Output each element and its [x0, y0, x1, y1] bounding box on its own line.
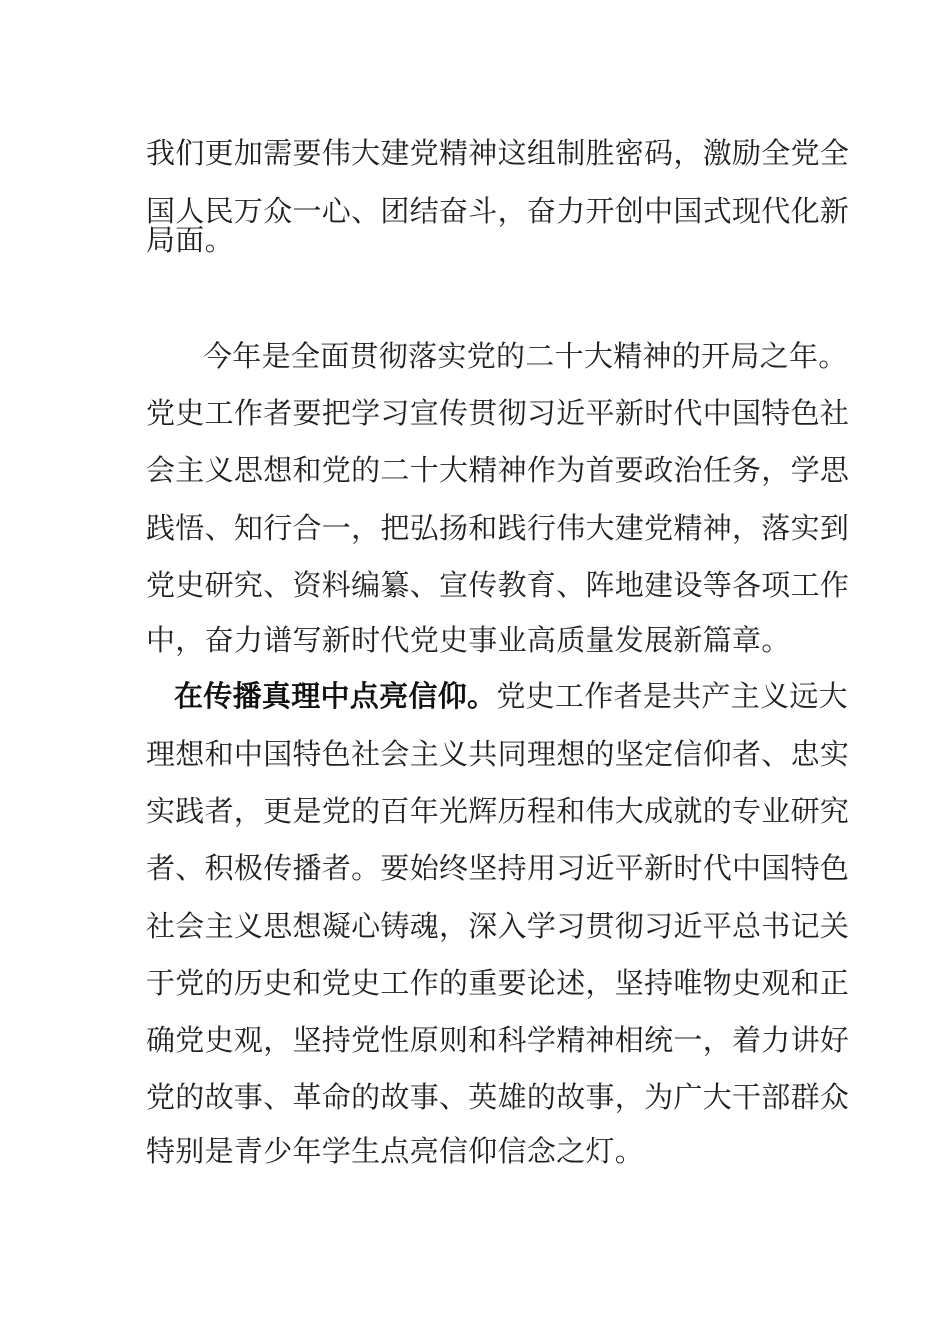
paragraph-3-line-9: 特别是青少年学生点亮信仰信念之灯。 — [146, 1134, 645, 1168]
section-heading: 在传播真理中点亮信仰。 — [174, 679, 497, 713]
paragraph-3-line-3: 实践者，更是党的百年光辉历程和伟大成就的专业研究 — [146, 794, 850, 828]
paragraph-3-line-6: 于党的历史和党史工作的重要论述，坚持唯物史观和正 — [146, 966, 850, 1000]
paragraph-3-line-8: 党的故事、革命的故事、英雄的故事，为广大干部群众 — [146, 1080, 850, 1114]
paragraph-3-line-5: 社会主义思想凝心铸魂，深入学习贯彻习近平总书记关 — [146, 909, 850, 943]
paragraph-3-line-1 — [174, 676, 848, 716]
paragraph-2-line-4: 践悟、知行合一，把弘扬和践行伟大建党精神，落实到 — [146, 511, 850, 545]
paragraph-3-lead-text: 党史工作者是共产主义远大 — [496, 679, 848, 713]
paragraph-2-line-2: 党史工作者要把学习宣传贯彻习近平新时代中国特色社 — [146, 396, 850, 430]
paragraph-3-line-2: 理想和中国特色社会主义共同理想的坚定信仰者、忠实 — [146, 737, 850, 771]
paragraph-3-line-7: 确党史观，坚持党性原则和科学精神相统一，着力讲好 — [146, 1023, 850, 1057]
paragraph-3-line-4: 者、积极传播者。要始终坚持用习近平新时代中国特色 — [146, 851, 850, 885]
paragraph-1-line-1: 我们更加需要伟大建党精神这组制胜密码，激励全党全 — [146, 136, 850, 170]
paragraph-1-line-3: 局面。 — [146, 223, 234, 257]
paragraph-2-line-1: 今年是全面贯彻落实党的二十大精神的开局之年。 — [203, 339, 848, 373]
paragraph-2-line-3: 会主义思想和党的二十大精神作为首要政治任务，学思 — [146, 453, 850, 487]
paragraph-1-line-2: 国人民万众一心、团结奋斗，奋力开创中国式现代化新 — [146, 194, 850, 228]
paragraph-2-line-6: 中，奋力谱写新时代党史事业高质量发展新篇章。 — [146, 623, 791, 657]
paragraph-2-line-5: 党史研究、资料编纂、宣传教育、阵地建设等各项工作 — [146, 568, 850, 602]
